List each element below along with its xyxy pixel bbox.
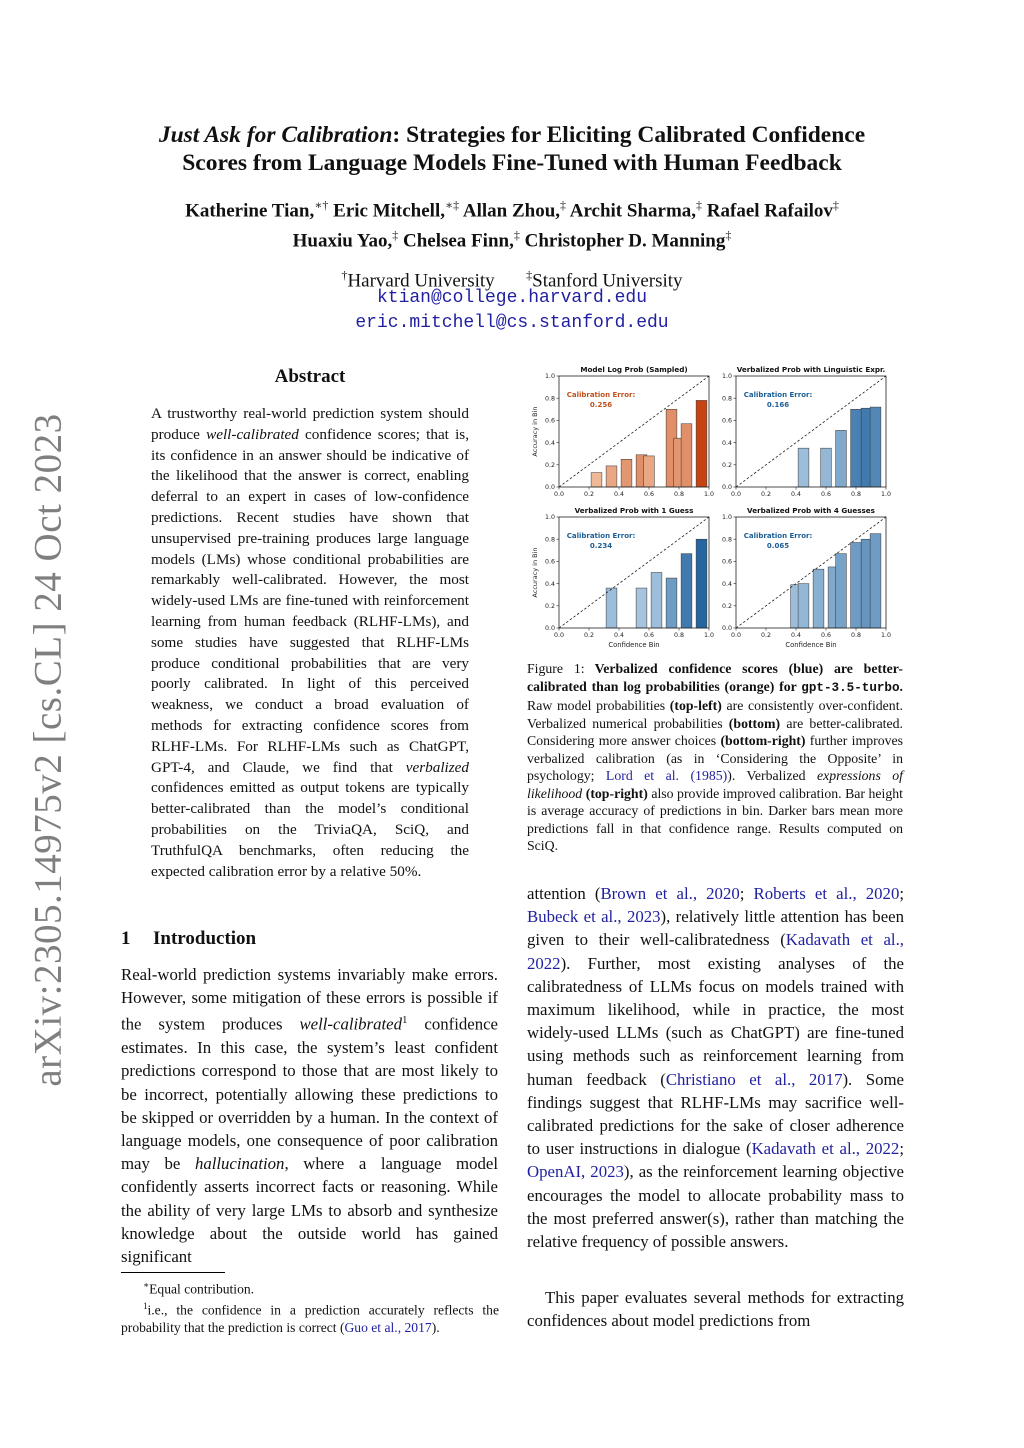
chart-bar bbox=[696, 400, 707, 487]
chart-bar bbox=[591, 473, 602, 487]
email-2[interactable]: eric.mitchell@cs.stanford.edu bbox=[355, 313, 669, 333]
x-tick-label: 1.0 bbox=[703, 632, 715, 639]
chart-title: Verbalized Prob with Linguistic Expr. bbox=[736, 365, 886, 374]
author-mark: ‡ bbox=[725, 228, 732, 243]
caption-text: are consistently over-confident. Verbalized numerical probabilities bbox=[527, 698, 903, 731]
next-paragraph: This paper evaluates several methods for extracting confidences about model predictions from bbox=[527, 1288, 904, 1331]
x-tick-label: 0.8 bbox=[850, 491, 862, 498]
footnote-mark: ∗ bbox=[143, 1280, 150, 1290]
chart-bar bbox=[606, 588, 617, 628]
body-text: ). Further, most existing analyses of the calibratedness of LLMs focus on models trained with maximum likelihood, while in practice, the most widely-used LLMs (such as ChatGPT) are fine-tuned using methods such as reinforcement learning from human feedback ( bbox=[527, 953, 904, 1089]
calibration-error-label: Calibration Error: bbox=[566, 391, 636, 399]
author-mark: ‡ bbox=[560, 198, 567, 212]
y-tick-label: 1.0 bbox=[721, 514, 732, 522]
citation[interactable]: Brown et al., 2020 bbox=[600, 884, 740, 903]
y-tick-label: 0.6 bbox=[544, 417, 555, 425]
author-name: Christopher D. Manning bbox=[524, 230, 726, 252]
footnote-one bbox=[121, 1298, 499, 1337]
chart-bar bbox=[836, 554, 847, 628]
y-tick-label: 1.0 bbox=[721, 373, 732, 381]
body-text: ), as the reinforcement learning objective encourages the model to allocate probability mass to the most preferred answer(s), rather than matching the relative frequency of possible answers. bbox=[527, 1162, 904, 1252]
author-name: Katherine Tian, bbox=[185, 200, 315, 222]
section-title: Introduction bbox=[153, 928, 257, 949]
calibration-error-label: Calibration Error: bbox=[743, 391, 813, 399]
y-tick-label: 0.4 bbox=[544, 439, 555, 447]
author-mark: ‡ bbox=[513, 228, 520, 243]
y-axis-label: Accuracy in Bin bbox=[531, 406, 539, 457]
body-text: ; bbox=[899, 884, 905, 903]
y-tick-label: 0.6 bbox=[721, 558, 732, 566]
x-tick-label: 1.0 bbox=[703, 491, 715, 498]
chart-bar bbox=[651, 573, 662, 629]
body-text: ; bbox=[739, 884, 754, 903]
x-tick-label: 1.0 bbox=[880, 632, 892, 639]
intro-emph: well-calibrated bbox=[299, 1015, 402, 1034]
footnote-star bbox=[121, 1277, 499, 1298]
citation[interactable]: OpenAI, 2023 bbox=[527, 1162, 624, 1182]
chart-bar bbox=[681, 554, 692, 628]
caption-bold: Verbalized confidence scores (blue) are better-calibrated than log probabilities (orange) for bbox=[527, 661, 903, 694]
paper-title bbox=[100, 121, 924, 177]
caption-bold: . bbox=[899, 678, 903, 694]
body-text: attention ( bbox=[527, 884, 601, 903]
calibration-error-value: 0.256 bbox=[589, 401, 613, 409]
footnote-citation[interactable]: Guo et al., 2017 bbox=[344, 1320, 432, 1336]
affil-harvard: Harvard University bbox=[347, 270, 495, 292]
y-tick-label: 0.8 bbox=[544, 395, 555, 403]
section-heading bbox=[121, 928, 256, 950]
caption-label: Figure 1: bbox=[527, 661, 585, 676]
chart-bar bbox=[798, 584, 809, 628]
chart-bar bbox=[666, 578, 677, 628]
y-tick-label: 0.4 bbox=[544, 580, 555, 588]
footnote-mark: 1 bbox=[143, 1301, 148, 1312]
chart-bar bbox=[681, 424, 692, 487]
caption-bold: (bottom) bbox=[728, 715, 781, 731]
author-mark: ∗† bbox=[314, 198, 329, 212]
y-tick-label: 1.0 bbox=[544, 373, 555, 381]
chart-bar bbox=[851, 409, 862, 487]
author-mark: ‡ bbox=[832, 198, 839, 212]
chart-bar bbox=[696, 539, 707, 628]
calibration-error-label: Calibration Error: bbox=[566, 532, 636, 540]
caption-bold: (bottom-right) bbox=[720, 733, 806, 748]
chart-title: Verbalized Prob with 1 Guess bbox=[574, 506, 694, 515]
y-tick-label: 0.0 bbox=[544, 625, 555, 633]
y-tick-label: 0.0 bbox=[544, 484, 555, 492]
caption-emph: expressions of likelihood bbox=[527, 768, 904, 801]
chart-bar bbox=[636, 588, 647, 628]
x-tick-label: 0.6 bbox=[820, 632, 832, 639]
x-tick-label: 0.4 bbox=[613, 632, 625, 639]
intro-text: Real-world prediction systems invariably make errors. However, some mitigation of these errors is possible if the system produces bbox=[121, 965, 498, 1034]
title-line2: Scores from Language Models Fine-Tuned with Human Feedback bbox=[182, 150, 842, 176]
caption-text: Raw model probabilities bbox=[527, 698, 670, 713]
x-tick-label: 0.2 bbox=[760, 632, 772, 639]
x-tick-label: 0.0 bbox=[730, 632, 742, 639]
chart-bar bbox=[644, 456, 655, 487]
caption-text: also provide improved calibration. Bar height is average accuracy of predictions in bin. Darker bars mean more predictions fall in that confidence range. Results computed on SciQ. bbox=[527, 785, 904, 853]
author-name: Rafael Rafailov bbox=[706, 200, 833, 222]
x-tick-label: 0.2 bbox=[583, 491, 595, 498]
caption-text: are better-calibrated. Considering more answer choices bbox=[527, 715, 903, 748]
y-tick-label: 0.0 bbox=[721, 484, 732, 492]
x-tick-label: 0.4 bbox=[790, 491, 802, 498]
author-mark: ‡ bbox=[696, 198, 703, 212]
chart-bar bbox=[851, 543, 862, 628]
x-tick-label: 0.6 bbox=[820, 491, 832, 498]
x-tick-label: 0.2 bbox=[583, 632, 595, 639]
chart-bar bbox=[821, 448, 832, 487]
author-list bbox=[100, 193, 924, 254]
footnote-text: i.e., the confidence in a prediction accurately reflects the probability that the prediction is correct ( bbox=[121, 1302, 499, 1336]
author-mark: ∗‡ bbox=[445, 198, 460, 212]
citation[interactable]: Roberts et al., 2020 bbox=[753, 884, 900, 903]
x-tick-label: 0.8 bbox=[850, 632, 862, 639]
chart-bar bbox=[836, 430, 847, 487]
author-name: Allan Zhou, bbox=[462, 200, 561, 222]
y-tick-label: 0.2 bbox=[544, 462, 555, 469]
caption-model: gpt-3.5-turbo bbox=[801, 680, 900, 695]
x-tick-label: 0.2 bbox=[760, 491, 772, 498]
intro-paragraph-continued bbox=[527, 882, 904, 1253]
abstract-text: confidence scores; that is, its confidence in an answer should be indicative of the likelihood that the answer is correct, enabling deferral to an expert in cases of low-confidence predictions. Recent studies have shown that unsupervised pre-training produces large language models (LMs) whose conditional probabilities are remarkably well-calibrated. However, the most widely-used LMs are fine-tuned with reinforcement learning from human feedback (RLHF-LMs), and some studies have suggested that RLHF-LMs produce conditional probabilities that are very poorly calibrated. In light of this perceived weakness, we conduct a broad evaluation of methods for extracting confidence scores from RLHF-LMs. For RLHF-LMs such as ChatGPT, GPT-4, and Claude, we find that bbox=[151, 425, 469, 776]
abstract-text: confidences emitted as output tokens are typically better-calibrated than the model’s conditional probabilities on the TriviaQA, SciQ, and TruthfulQA benchmarks, often reducing the expected calibration error by a relative 50%. bbox=[151, 779, 469, 880]
y-tick-label: 0.2 bbox=[544, 603, 555, 610]
calibration-error-value: 0.166 bbox=[766, 401, 790, 409]
y-tick-label: 0.4 bbox=[721, 580, 732, 588]
footnote-rule bbox=[121, 1272, 225, 1273]
body-text: ). Some findings suggest that RLHF-LMs may sacrifice well-calibrated predictions for the sake of closer adherence to user instructions in dialogue ( bbox=[527, 1069, 904, 1159]
citation[interactable]: Kadavath et al., 2022 bbox=[527, 930, 904, 973]
chart-title: Verbalized Prob with 4 Guesses bbox=[747, 506, 875, 515]
intro-text: confidence estimates. In this case, the system’s least confident predictions correspond to those that are most likely to be incorrect, potentially allowing these predictions to be skipped or overridden by a human. In the context of language models, one consequence of poor calibration may be bbox=[121, 1015, 498, 1174]
affil-mark: † bbox=[341, 268, 348, 282]
caption-text: further improves verbalized calibration (as in ‘Considering the Opposite’ in psychology; bbox=[527, 733, 903, 783]
x-tick-label: 0.4 bbox=[613, 491, 625, 498]
email-1[interactable]: ktian@college.harvard.edu bbox=[376, 288, 648, 308]
chart-bar bbox=[870, 407, 881, 487]
abstract-emph: verbalized bbox=[405, 758, 469, 776]
figure-1-charts bbox=[523, 360, 903, 660]
affil-stanford: Stanford University bbox=[532, 270, 683, 292]
title-italic: Just Ask for Calibration bbox=[158, 122, 393, 148]
calibration-error-value: 0.065 bbox=[766, 542, 790, 550]
abstract-text: A trustworthy real-world prediction system should produce bbox=[151, 405, 469, 443]
title-rest: : Strategies for Eliciting Calibrated Confidence bbox=[392, 122, 866, 148]
x-axis-label: Confidence Bin bbox=[608, 641, 660, 649]
figure-caption bbox=[527, 660, 903, 855]
body-text: ; bbox=[899, 1139, 904, 1159]
chart-bar bbox=[621, 459, 632, 487]
y-tick-label: 0.4 bbox=[721, 439, 732, 447]
arxiv-stamp bbox=[18, 413, 78, 1087]
chart-title: Model Log Prob (Sampled) bbox=[580, 365, 688, 374]
intro-text: , where a language model confidently asserts incorrect facts or reasoning. While the ability of very large LMs to absorb and synthesize knowledge about the outside world has gained significant bbox=[121, 1154, 498, 1267]
chart-bar bbox=[606, 466, 617, 487]
y-tick-label: 0.8 bbox=[544, 536, 555, 544]
x-tick-label: 0.6 bbox=[643, 632, 655, 639]
y-tick-label: 1.0 bbox=[544, 514, 555, 522]
x-tick-label: 0.0 bbox=[730, 491, 742, 498]
calibration-error-label: Calibration Error: bbox=[743, 532, 813, 540]
author-name: Eric Mitchell, bbox=[333, 200, 445, 222]
y-tick-label: 0.6 bbox=[721, 417, 732, 425]
x-tick-label: 0.6 bbox=[643, 491, 655, 498]
y-tick-label: 0.2 bbox=[721, 462, 732, 469]
citation[interactable]: Kadavath et al., 2022 bbox=[751, 1139, 900, 1159]
footnote-text: ). bbox=[431, 1320, 440, 1336]
y-tick-label: 0.2 bbox=[721, 603, 732, 610]
x-tick-label: 0.8 bbox=[673, 491, 685, 498]
footnote-ref[interactable]: 1 bbox=[401, 1014, 408, 1027]
author-name: Chelsea Finn, bbox=[402, 230, 514, 252]
author-name: Archit Sharma, bbox=[569, 200, 697, 222]
x-axis-label: Confidence Bin bbox=[785, 641, 837, 649]
y-tick-label: 0.0 bbox=[721, 625, 732, 633]
chart-bar bbox=[870, 534, 881, 628]
citation[interactable]: Bubeck et al., 2023 bbox=[527, 907, 661, 927]
calibration-error-value: 0.234 bbox=[589, 542, 613, 550]
intro-paragraph bbox=[121, 963, 498, 1268]
citation[interactable]: Christiano et al., 2017 bbox=[665, 1069, 843, 1089]
arxiv-id: arXiv:2305.14975v2 [cs.CL] 24 Oct 2023 bbox=[26, 413, 70, 1087]
y-axis-label: Accuracy in Bin bbox=[531, 547, 539, 598]
author-name: Huaxiu Yao, bbox=[292, 230, 393, 252]
intro-emph: hallucination bbox=[194, 1154, 285, 1174]
author-mark: ‡ bbox=[392, 228, 399, 243]
y-tick-label: 0.8 bbox=[721, 536, 732, 544]
x-tick-label: 0.0 bbox=[553, 491, 565, 498]
caption-text: ). Verbalized bbox=[727, 768, 817, 783]
abstract-heading: Abstract bbox=[274, 366, 346, 387]
footnotes bbox=[121, 1277, 499, 1337]
body-text: ), relatively little attention has been given to their well-calibratedness ( bbox=[527, 907, 904, 950]
abstract-body bbox=[151, 404, 469, 882]
x-tick-label: 0.8 bbox=[673, 632, 685, 639]
caption-citation[interactable]: Lord et al. (1985) bbox=[605, 768, 728, 783]
x-tick-label: 0.0 bbox=[553, 632, 565, 639]
y-tick-label: 0.6 bbox=[544, 558, 555, 566]
chart-bar bbox=[813, 569, 824, 628]
x-tick-label: 1.0 bbox=[880, 491, 892, 498]
caption-bold: (top-left) bbox=[669, 698, 722, 713]
chart-bar bbox=[798, 448, 809, 487]
x-tick-label: 0.4 bbox=[790, 632, 802, 639]
section-number: 1 bbox=[121, 928, 131, 949]
abstract-emph: well-calibrated bbox=[206, 425, 299, 443]
footnote-text: Equal contribution. bbox=[149, 1281, 255, 1297]
caption-bold: (top-right) bbox=[585, 785, 648, 801]
affil-mark: ‡ bbox=[526, 268, 533, 282]
y-tick-label: 0.8 bbox=[721, 395, 732, 403]
